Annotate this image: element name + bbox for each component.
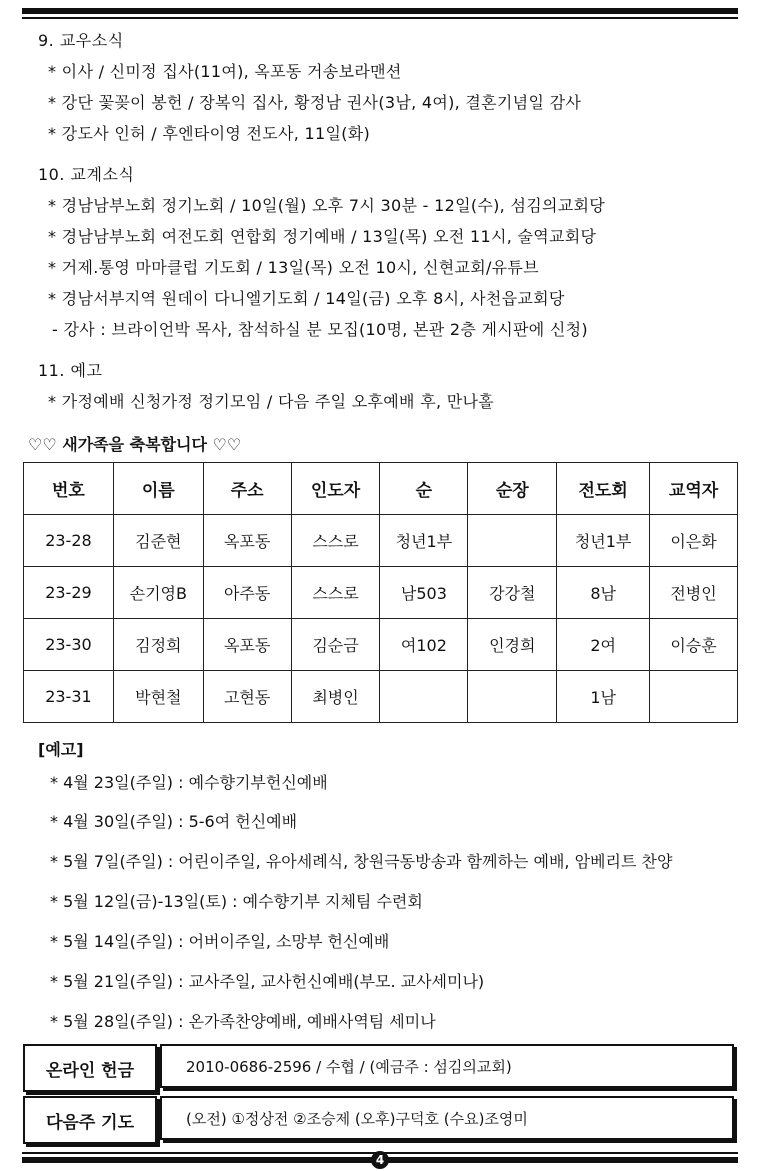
list-item: * 강단 꽃꽂이 봉헌 / 장복익 집사, 황정남 권사(3남, 4여), 결혼기념일 감사 bbox=[48, 93, 582, 112]
list-item: * 경남서부지역 원데이 다니엘기도회 / 14일(금) 오후 8시, 사천읍교회당 bbox=[48, 289, 565, 308]
table-cell: 23-29 bbox=[24, 567, 114, 619]
table-cell: 청년1부 bbox=[380, 515, 468, 567]
col-header-address: 주소 bbox=[203, 463, 291, 515]
table-cell: 23-28 bbox=[24, 515, 114, 567]
table-cell bbox=[650, 671, 738, 723]
section-title-notice: 11. 예고 bbox=[38, 361, 103, 380]
list-item: * 이사 / 신미정 집사(11여), 옥포동 거송보라맨션 bbox=[48, 62, 402, 81]
new-family-table bbox=[23, 462, 738, 723]
prayer-label: 다음주 기도 bbox=[23, 1096, 157, 1144]
col-header-guide: 인도자 bbox=[291, 463, 380, 515]
table-cell: 남503 bbox=[380, 567, 468, 619]
table-cell: 23-30 bbox=[24, 619, 114, 671]
list-item: * 강도사 인허 / 후엔타이영 전도사, 11일(화) bbox=[48, 124, 371, 143]
table-cell: 손기영B bbox=[113, 567, 203, 619]
upcoming-title: [예고] bbox=[38, 740, 84, 759]
online-offering-value: 2010-0686-2596 / 수협 / (예금주 : 섬김의교회) bbox=[160, 1044, 734, 1088]
table-cell: 1남 bbox=[557, 671, 650, 723]
page-number: 4 bbox=[371, 1151, 389, 1169]
list-item: * 4월 23일(주일) : 예수향기부헌신예배 bbox=[50, 773, 328, 792]
table-cell: 8남 bbox=[557, 567, 650, 619]
list-item: - 강사 : 브라이언박 목사, 참석하실 분 모집(10명, 본관 2층 게시판에 신청) bbox=[52, 320, 588, 339]
table-cell: 2여 bbox=[557, 619, 650, 671]
new-family-heading: ♡♡ 새가족을 축복합니다 ♡♡ bbox=[28, 435, 242, 454]
table-cell: 여102 bbox=[380, 619, 468, 671]
table-cell bbox=[380, 671, 468, 723]
table-cell: 이은화 bbox=[650, 515, 738, 567]
table-cell: 전병인 bbox=[650, 567, 738, 619]
col-header-minister: 교역자 bbox=[650, 463, 738, 515]
table-row bbox=[24, 619, 738, 671]
table-row bbox=[24, 671, 738, 723]
list-item: * 5월 12일(금)-13일(토) : 예수향기부 지체팀 수련회 bbox=[50, 892, 423, 911]
table-cell: 최병인 bbox=[291, 671, 380, 723]
list-item: * 5월 7일(주일) : 어린이주일, 유아세례식, 창원극동방송과 함께하는 예배, 암베리트 찬양 bbox=[50, 852, 673, 871]
table-cell: 김준현 bbox=[113, 515, 203, 567]
section-title-denomination-news: 10. 교계소식 bbox=[38, 165, 135, 184]
table-cell: 이승훈 bbox=[650, 619, 738, 671]
col-header-group-leader: 순장 bbox=[468, 463, 557, 515]
col-header-mission-society: 전도회 bbox=[557, 463, 650, 515]
table-cell: 인경희 bbox=[468, 619, 557, 671]
list-item: * 경남남부노회 여전도회 연합회 정기예배 / 13일(목) 오전 11시, 술역교회당 bbox=[48, 227, 597, 246]
table-cell: 김순금 bbox=[291, 619, 380, 671]
table-header-row bbox=[24, 463, 738, 515]
table-cell: 고현동 bbox=[203, 671, 291, 723]
table-cell: 스스로 bbox=[291, 567, 380, 619]
list-item: * 5월 28일(주일) : 온가족찬양예배, 예배사역팀 세미나 bbox=[50, 1012, 436, 1031]
table-cell bbox=[468, 515, 557, 567]
table-row bbox=[24, 515, 738, 567]
top-rule-thin bbox=[22, 17, 738, 19]
col-header-name: 이름 bbox=[113, 463, 203, 515]
list-item: * 4월 30일(주일) : 5-6여 헌신예배 bbox=[50, 812, 298, 831]
table-cell bbox=[468, 671, 557, 723]
table-cell: 아주동 bbox=[203, 567, 291, 619]
section-title-church-news: 9. 교우소식 bbox=[38, 31, 124, 50]
list-item: * 5월 14일(주일) : 어버이주일, 소망부 헌신예배 bbox=[50, 932, 390, 951]
list-item: * 가정예배 신청가정 정기모임 / 다음 주일 오후예배 후, 만나홀 bbox=[48, 392, 494, 411]
top-rule-thick bbox=[22, 8, 738, 14]
list-item: * 경남남부노회 정기노회 / 10일(월) 오후 7시 30분 - 12일(수), 섬김의교회당 bbox=[48, 196, 605, 215]
table-cell: 옥포동 bbox=[203, 515, 291, 567]
prayer-value: (오전) ①정상전 ②조승제 (오후)구덕호 (수요)조영미 bbox=[160, 1096, 734, 1140]
table-cell: 스스로 bbox=[291, 515, 380, 567]
list-item: * 거제.통영 마마클럽 기도회 / 13일(목) 오전 10시, 신현교회/유튜브 bbox=[48, 258, 539, 277]
table-cell: 강강철 bbox=[468, 567, 557, 619]
table-row bbox=[24, 567, 738, 619]
table-cell: 박현철 bbox=[113, 671, 203, 723]
online-offering-label: 온라인 헌금 bbox=[23, 1044, 157, 1092]
col-header-number: 번호 bbox=[24, 463, 114, 515]
table-cell: 옥포동 bbox=[203, 619, 291, 671]
list-item: * 5월 21일(주일) : 교사주일, 교사헌신예배(부모. 교사세미나) bbox=[50, 972, 485, 991]
table-cell: 23-31 bbox=[24, 671, 114, 723]
table-cell: 청년1부 bbox=[557, 515, 650, 567]
table-cell: 김정희 bbox=[113, 619, 203, 671]
col-header-group: 순 bbox=[380, 463, 468, 515]
